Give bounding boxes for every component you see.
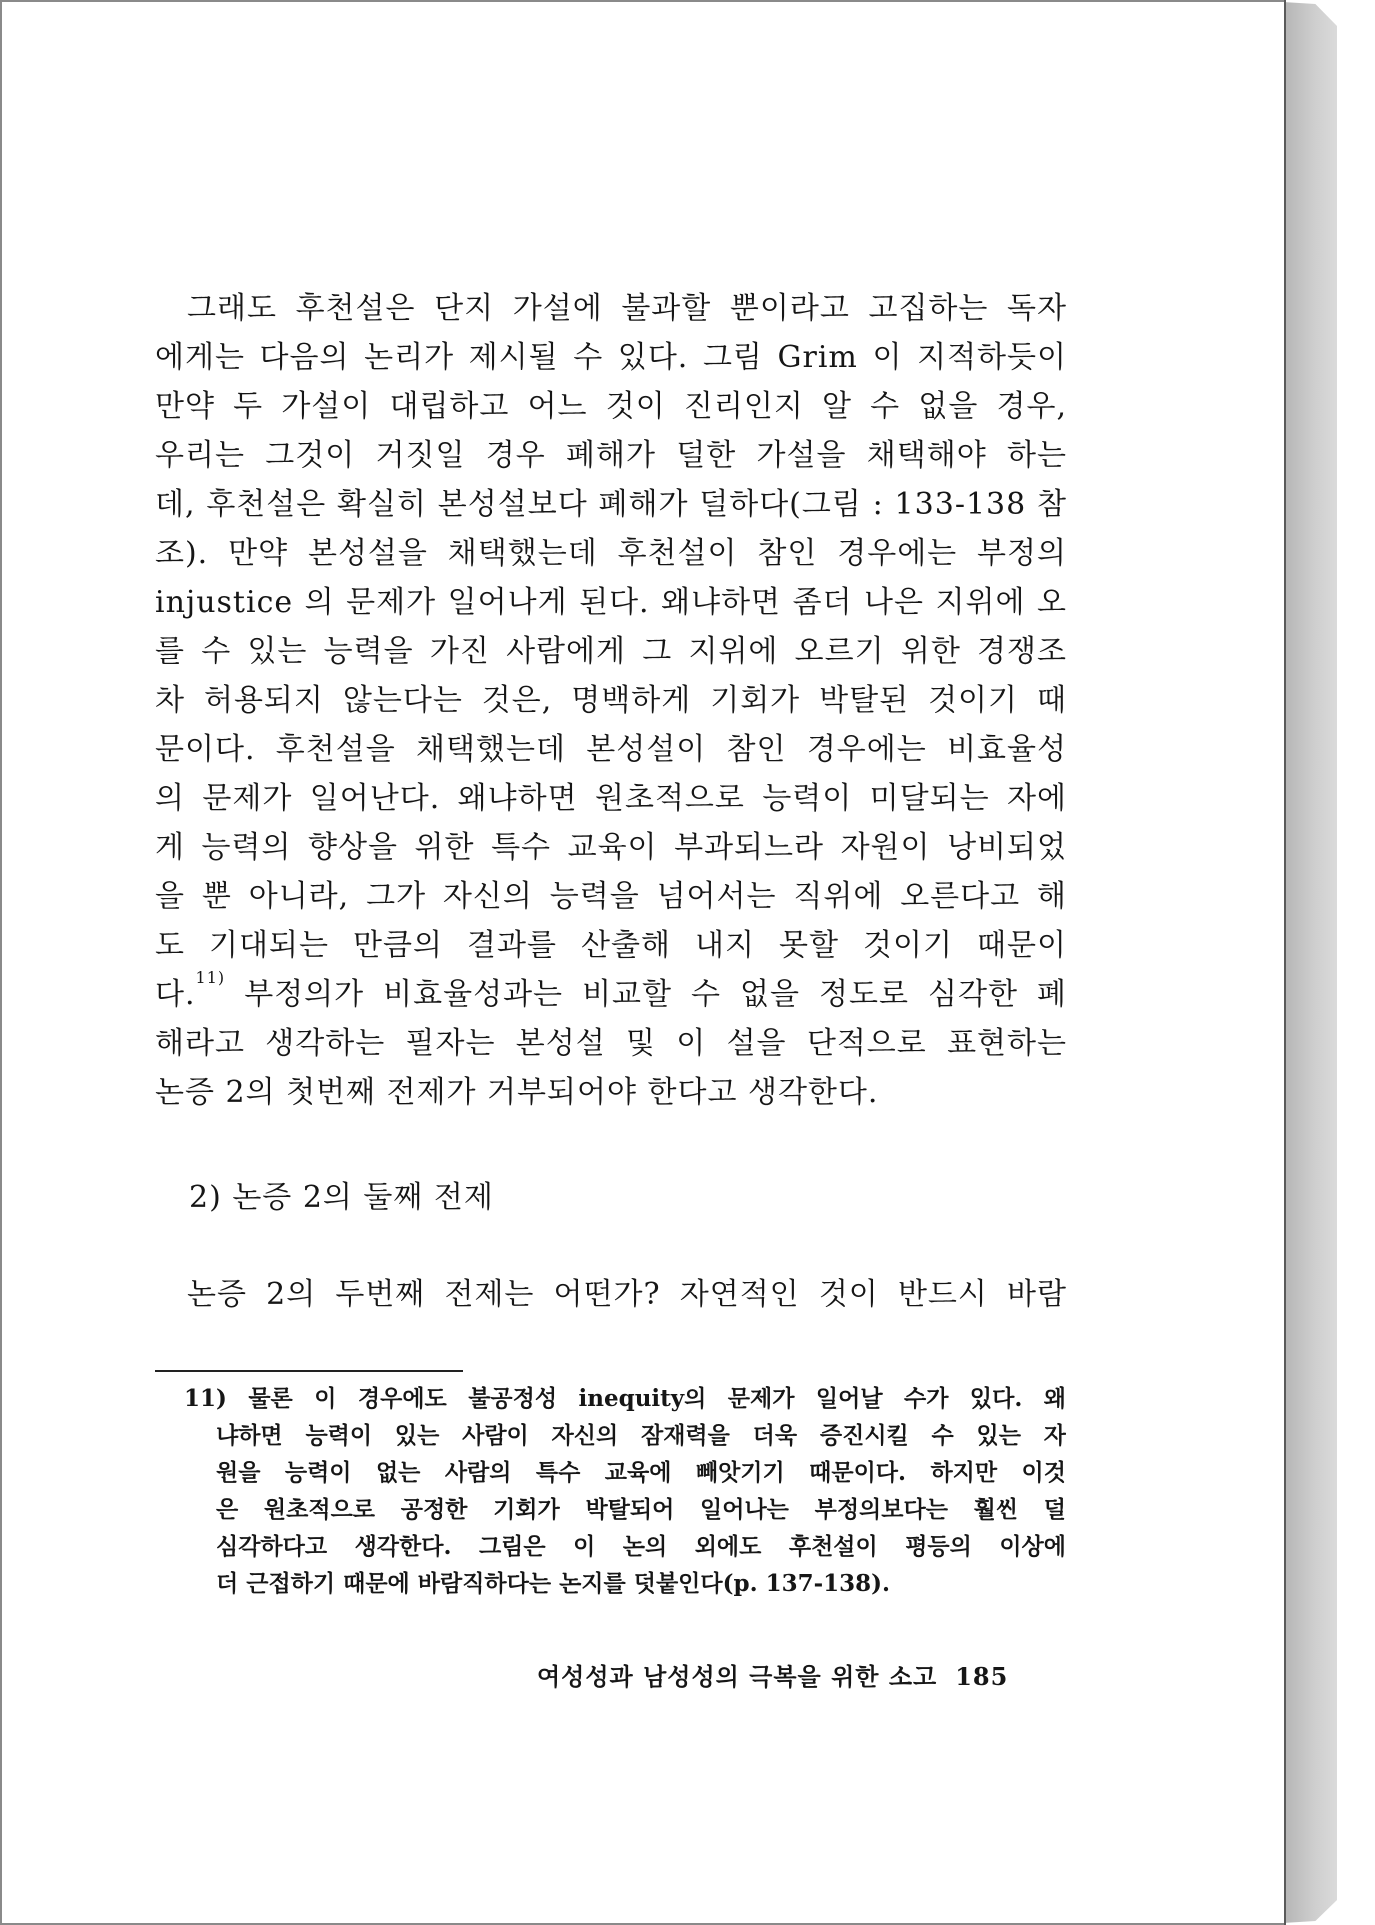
footnote-line: 원을 능력이 없는 사람의 특수 교육에 빼앗기기 때문이다. 하지만 이것: [216, 1459, 1066, 1486]
text-line: 를 수 있는 능력을 가진 사람에게 그 지위에 오르기 위한 경쟁조: [155, 634, 1067, 669]
running-title: 여성성과 남성성의 극복을 위한 소고: [537, 1662, 938, 1691]
main-paragraph: [155, 284, 1067, 1117]
text-line: 해라고 생각하는 필자는 본성설 및 이 설을 단적으로 표현하는: [155, 1026, 1067, 1061]
footnote-line: 더 근접하기 때문에 바람직하다는 논지를 덧붙인다(p. 137-138).: [216, 1570, 891, 1597]
text-line: 을 뿐 아니라, 그가 자신의 능력을 넘어서는 직위에 오른다고 해: [155, 879, 1067, 914]
text-line: 차 허용되지 않는다는 것은, 명백하게 기회가 박탈된 것이기 때: [155, 683, 1067, 718]
footnote-divider: [155, 1370, 463, 1372]
book-edge: [1283, 2, 1337, 1923]
text-line: 논증 2의 첫번째 전제가 거부되어야 한다고 생각한다.: [155, 1075, 879, 1110]
footnote-line: 냐하면 능력이 있는 사람이 자신의 잠재력을 더욱 증진시킬 수 있는 자: [216, 1422, 1066, 1449]
text-line: 도 기대되는 만큼의 결과를 산출해 내지 못할 것이기 때문이: [155, 928, 1067, 963]
text-line: 데, 후천설은 확실히 본성설보다 폐해가 덜하다(그림 : 133-138 참: [155, 487, 1067, 522]
section-heading: 2) 논증 2의 둘째 전제: [189, 1180, 494, 1215]
text-line-with-footnote: [155, 970, 1067, 1019]
footnote-reference: 11): [195, 970, 226, 987]
text-line: 만약 두 가설이 대립하고 어느 것이 진리인지 알 수 없을 경우,: [155, 389, 1067, 424]
text-line: 그래도 후천설은 단지 가설에 불과할 뿐이라고 고집하는 독자: [187, 291, 1067, 326]
second-paragraph: [155, 1270, 1067, 1319]
text-line: 의 문제가 일어난다. 왜냐하면 원초적으로 능력이 미달되는 자에: [155, 781, 1067, 816]
text-line: 게 능력의 향상을 위한 특수 교육이 부과되느라 자원이 낭비되었: [155, 830, 1067, 865]
page-number: 185: [955, 1662, 1009, 1691]
text-fragment: 다.: [155, 977, 196, 1012]
text-line: 문이다. 후천설을 채택했는데 본성설이 참인 경우에는 비효율성: [155, 732, 1067, 767]
footnote-line: 11) 물론 이 경우에도 불공정성 inequity의 문제가 일어날 수가 있다. 왜: [184, 1385, 1066, 1412]
text-line: 우리는 그것이 거짓일 경우 폐해가 덜한 가설을 채택해야 하는: [155, 438, 1067, 473]
footnote-line: 은 원초적으로 공정한 기회가 박탈되어 일어나는 부정의보다는 훨씬 덜: [216, 1496, 1066, 1523]
footnote-line: 심각하다고 생각한다. 그림은 이 논의 외에도 후천설이 평등의 이상에: [216, 1533, 1066, 1560]
text-fragment: 부정의가 비효율성과는 비교할 수 없을 정도로 심각한 폐: [244, 977, 1067, 1012]
page-footer: [537, 1657, 1008, 1692]
text-line: 논증 2의 두번째 전제는 어떤가? 자연적인 것이 반드시 바람: [187, 1277, 1067, 1312]
text-line: injustice 의 문제가 일어나게 된다. 왜냐하면 좀더 나은 지위에 오: [155, 585, 1067, 620]
text-line: 에게는 다음의 논리가 제시될 수 있다. 그림 Grim 이 지적하듯이: [155, 340, 1067, 375]
footnote: [184, 1380, 1066, 1602]
text-line: 조). 만약 본성설을 채택했는데 후천설이 참인 경우에는 부정의: [155, 536, 1067, 571]
